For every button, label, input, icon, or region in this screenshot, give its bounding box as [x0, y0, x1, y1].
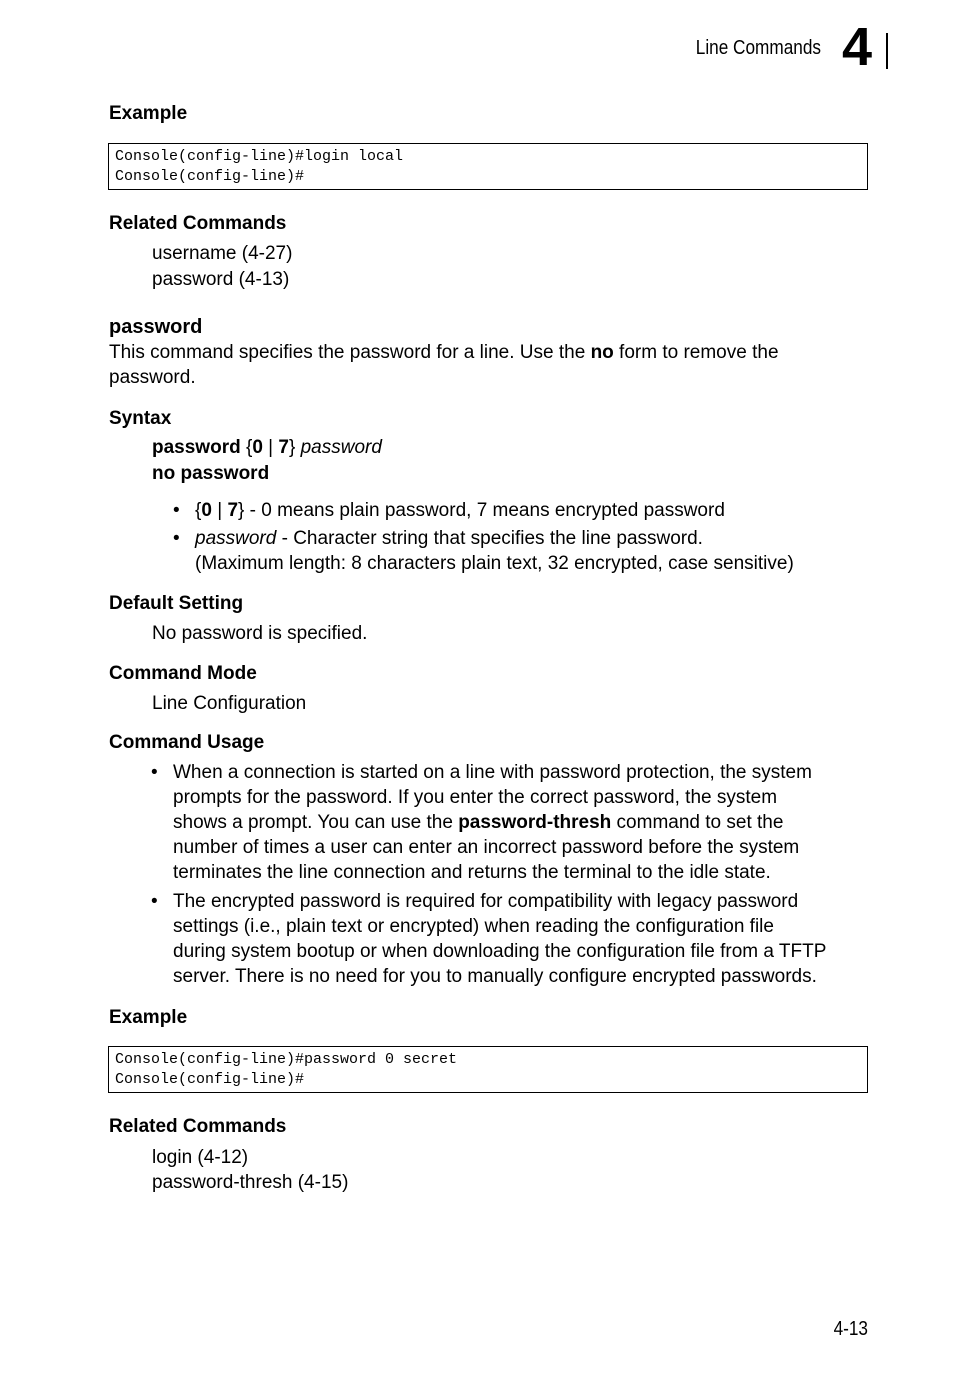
syntax-heading: Syntax	[109, 408, 172, 429]
chapter-tab-rule	[886, 33, 888, 69]
default-setting-heading: Default Setting	[109, 593, 244, 614]
related-command-item: login (4-12)	[152, 1147, 249, 1168]
running-header-title: Line Commands	[695, 37, 821, 59]
example-code-box: Console(config-line)#password 0 secret Console(config-line)#	[108, 1046, 868, 1093]
command-title: password	[109, 316, 203, 338]
syntax-bullet: • password - Character string that specifies the line password.	[173, 528, 703, 549]
related-command-item: password-thresh (4-15)	[152, 1172, 349, 1193]
page-number: 4-13	[833, 1318, 868, 1340]
command-mode-heading: Command Mode	[109, 663, 257, 684]
related-commands-heading: Related Commands	[109, 1116, 287, 1137]
syntax-line: password {0 | 7} password	[152, 437, 382, 458]
chapter-number: 4	[842, 17, 873, 77]
syntax-bullet-continuation: (Maximum length: 8 characters plain text, 32 encrypted, case sensitive)	[195, 553, 794, 574]
command-mode-text: Line Configuration	[152, 693, 307, 714]
example-heading: Example	[109, 1007, 188, 1028]
related-command-item: password (4-13)	[152, 269, 290, 290]
command-description: This command specifies the password for a line. Use the no form to remove the password.	[109, 342, 779, 388]
usage-bullet: • The encrypted password is required for compatibility with legacy password settings (i.e., plain text or encrypted) when reading the configuration file during system bootup or when downloading the configuration file from a TFTP server. There is no need for you to manually configure encrypted passwords.	[151, 891, 827, 987]
related-command-item: username (4-27)	[152, 243, 293, 264]
syntax-bullet: • {0 | 7} - 0 means plain password, 7 means encrypted password	[173, 500, 725, 521]
syntax-no-form: no password	[152, 463, 270, 484]
example-code-box: Console(config-line)#login local Console(config-line)#	[108, 143, 868, 190]
command-usage-heading: Command Usage	[109, 732, 265, 753]
default-setting-text: No password is specified.	[152, 623, 368, 644]
example-heading: Example	[109, 103, 188, 124]
related-commands-heading: Related Commands	[109, 213, 287, 234]
usage-bullet: • When a connection is started on a line with password protection, the system prompts for the password. If you enter the correct password, the system shows a prompt. You can use the password-thresh command to set the number of times a user can enter an incorrect password before the system terminates the line connection and returns the terminal to the idle state.	[151, 762, 812, 883]
